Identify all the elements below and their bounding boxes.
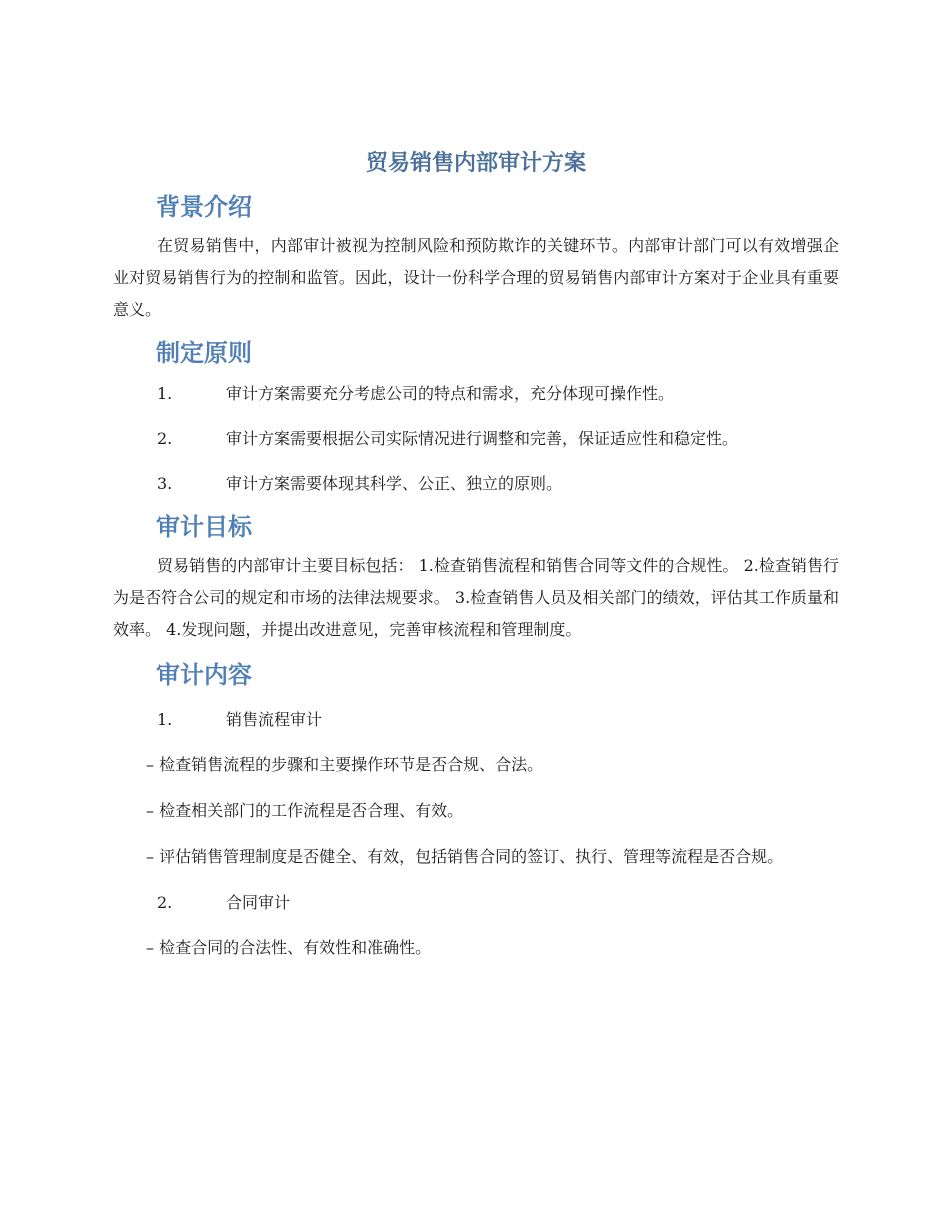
heading-principles: 制定原则 (156, 339, 252, 367)
heading-background: 背景介绍 (156, 193, 252, 221)
audit-bullet: – 检查合同的合法性、有效性和准确性。 (146, 938, 432, 957)
subheading-number: 2. (157, 893, 173, 912)
principle-item (113, 378, 839, 410)
heading-content: 审计内容 (156, 661, 252, 689)
heading-objectives: 审计目标 (156, 513, 252, 541)
principle-number: 3. (157, 474, 173, 493)
principle-number: 2. (157, 429, 173, 448)
principle-item (113, 423, 839, 455)
principle-text: 审计方案需要充分考虑公司的特点和需求，充分体现可操作性。 (226, 384, 675, 403)
principle-text: 审计方案需要体现其科学、公正、独立的原则。 (226, 474, 563, 493)
objectives-paragraph: 贸易销售的内部审计主要目标包括： 1.检查销售流程和销售合同等文件的合规性。 2.检查销售行为是否符合公司的规定和市场的法律法规要求。 3.检查销售人员及相关部门的绩效，评估其工作质量和效率。 4.发现问题，并提出改进意见，完善审核流程和管理制度。 (113, 556, 839, 639)
content-subheading (113, 887, 839, 919)
principle-item (113, 468, 839, 500)
content-subheading (113, 704, 839, 736)
document-title: 贸易销售内部审计方案 (365, 151, 586, 176)
background-paragraph: 在贸易销售中，内部审计被视为控制风险和预防欺诈的关键环节。内部审计部门可以有效增强企业对贸易销售行为的控制和监管。因此，设计一份科学合理的贸易销售内部审计方案对于企业具有重要意义。 (113, 236, 839, 319)
audit-bullet: – 检查相关部门的工作流程是否合理、有效。 (146, 801, 464, 820)
principle-text: 审计方案需要根据公司实际情况进行调整和完善，保证适应性和稳定性。 (226, 429, 739, 448)
audit-bullet: – 评估销售管理制度是否健全、有效，包括销售合同的签订、执行、管理等流程是否合规。 (146, 847, 784, 866)
audit-bullet: – 检查销售流程的步骤和主要操作环节是否合规、合法。 (146, 755, 544, 774)
principle-number: 1. (157, 384, 173, 403)
document-page (113, 148, 839, 964)
subheading-text: 合同审计 (226, 893, 291, 912)
subheading-text: 销售流程审计 (226, 710, 323, 729)
subheading-number: 1. (157, 710, 173, 729)
